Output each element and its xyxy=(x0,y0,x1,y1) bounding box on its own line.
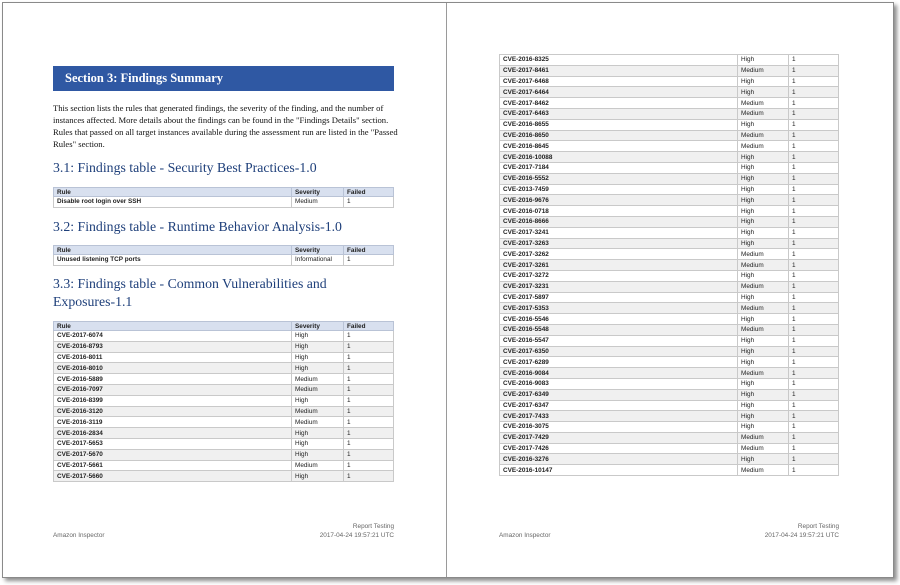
cell-severity: High xyxy=(292,438,344,449)
cell-failed: 1 xyxy=(789,324,839,335)
cell-failed: 1 xyxy=(789,152,839,163)
cell-rule: CVE-2017-6349 xyxy=(500,389,738,400)
footer-report-info xyxy=(253,522,394,540)
cell-rule: CVE-2016-8011 xyxy=(54,352,292,363)
table-row xyxy=(500,141,839,152)
cell-severity: High xyxy=(738,400,789,411)
findings-table-cve xyxy=(53,321,394,482)
cell-failed: 1 xyxy=(789,292,839,303)
cell-failed: 1 xyxy=(789,454,839,465)
table-header-row xyxy=(54,322,394,331)
findings-table-best-practices xyxy=(53,187,394,208)
table-row xyxy=(54,471,394,482)
cell-rule: CVE-2016-5552 xyxy=(500,173,738,184)
cell-severity: High xyxy=(292,395,344,406)
cell-rule: CVE-2016-2834 xyxy=(54,428,292,439)
cell-failed: 1 xyxy=(344,374,394,385)
col-failed: Failed xyxy=(344,246,394,255)
table-row xyxy=(500,281,839,292)
cell-rule: CVE-2016-8325 xyxy=(500,55,738,66)
cell-severity: High xyxy=(738,184,789,195)
cell-rule: CVE-2016-3276 xyxy=(500,454,738,465)
cell-severity: Medium xyxy=(738,65,789,76)
table-row xyxy=(500,443,839,454)
cell-failed: 1 xyxy=(789,76,839,87)
cell-failed: 1 xyxy=(789,130,839,141)
cell-rule: CVE-2016-8666 xyxy=(500,216,738,227)
cell-failed: 1 xyxy=(344,363,394,374)
cell-severity: High xyxy=(292,428,344,439)
table-row xyxy=(500,87,839,98)
cell-rule: CVE-2016-9676 xyxy=(500,195,738,206)
cell-severity: High xyxy=(738,195,789,206)
cell-severity: High xyxy=(738,162,789,173)
cell-rule: CVE-2017-7426 xyxy=(500,443,738,454)
col-rule: Rule xyxy=(54,322,292,331)
table-row xyxy=(500,55,839,66)
table-row xyxy=(54,255,394,266)
footer-brand: Amazon Inspector xyxy=(499,532,551,539)
cell-rule: CVE-2016-0718 xyxy=(500,206,738,217)
cell-failed: 1 xyxy=(344,471,394,482)
cell-failed: 1 xyxy=(789,346,839,357)
cell-rule: CVE-2017-3241 xyxy=(500,227,738,238)
cell-severity: High xyxy=(738,292,789,303)
cell-severity: High xyxy=(738,173,789,184)
table-row xyxy=(500,400,839,411)
table-row xyxy=(54,363,394,374)
cell-failed: 1 xyxy=(789,65,839,76)
table-row xyxy=(54,428,394,439)
cell-failed: 1 xyxy=(789,443,839,454)
cell-severity: High xyxy=(738,454,789,465)
cell-rule: CVE-2017-7184 xyxy=(500,162,738,173)
cell-failed: 1 xyxy=(789,238,839,249)
cell-failed: 1 xyxy=(789,87,839,98)
cell-rule: CVE-2017-6468 xyxy=(500,76,738,87)
table-row xyxy=(54,341,394,352)
table-row xyxy=(500,422,839,433)
table-row xyxy=(500,119,839,130)
cell-failed: 1 xyxy=(789,432,839,443)
cell-failed: 1 xyxy=(344,438,394,449)
cell-severity: High xyxy=(738,119,789,130)
cell-rule: CVE-2016-5548 xyxy=(500,324,738,335)
cell-failed: 1 xyxy=(344,428,394,439)
cell-rule: CVE-2017-6074 xyxy=(54,331,292,342)
cell-severity: High xyxy=(738,314,789,325)
cell-failed: 1 xyxy=(789,216,839,227)
heading-runtime-behavior: 3.2: Findings table - Runtime Behavior Analysis-1.0 xyxy=(53,219,342,234)
col-severity: Severity xyxy=(292,322,344,331)
cell-rule: CVE-2017-8462 xyxy=(500,98,738,109)
table-row xyxy=(500,454,839,465)
cell-failed: 1 xyxy=(789,378,839,389)
cell-severity: High xyxy=(738,227,789,238)
findings-table-runtime xyxy=(53,245,394,266)
footer-report-name: Report Testing xyxy=(797,523,839,530)
heading-security-best-practices: 3.1: Findings table - Security Best Practices-1.0 xyxy=(53,160,317,175)
left-page xyxy=(3,3,446,577)
table-row xyxy=(500,206,839,217)
cell-rule: CVE-2016-5546 xyxy=(500,314,738,325)
table-row xyxy=(500,270,839,281)
heading-cve: 3.3: Findings table - Common Vulnerabilities and Exposures-1.1 xyxy=(53,276,327,309)
table-row xyxy=(54,460,394,471)
cell-rule: CVE-2017-6347 xyxy=(500,400,738,411)
cell-rule: CVE-2016-8010 xyxy=(54,363,292,374)
cell-severity: High xyxy=(738,76,789,87)
cell-rule: CVE-2017-5670 xyxy=(54,449,292,460)
cell-failed: 1 xyxy=(789,389,839,400)
cell-rule: CVE-2017-6464 xyxy=(500,87,738,98)
table-row xyxy=(500,357,839,368)
cell-failed: 1 xyxy=(789,249,839,260)
cell-severity: Medium xyxy=(292,374,344,385)
cell-rule: Unused listening TCP ports xyxy=(54,255,292,266)
cell-failed: 1 xyxy=(789,184,839,195)
cell-severity: High xyxy=(738,216,789,227)
cell-severity: High xyxy=(738,206,789,217)
cell-failed: 1 xyxy=(789,400,839,411)
cell-rule: CVE-2017-5660 xyxy=(54,471,292,482)
cell-failed: 1 xyxy=(789,55,839,66)
cell-rule: CVE-2017-7429 xyxy=(500,432,738,443)
cell-rule: CVE-2017-3231 xyxy=(500,281,738,292)
cell-failed: 1 xyxy=(789,141,839,152)
table-row xyxy=(54,395,394,406)
cell-failed: 1 xyxy=(344,449,394,460)
cell-severity: Medium xyxy=(738,98,789,109)
cell-severity: Medium xyxy=(738,465,789,476)
cell-rule: CVE-2016-3119 xyxy=(54,417,292,428)
cell-failed: 1 xyxy=(344,406,394,417)
cell-severity: High xyxy=(292,331,344,342)
table-row xyxy=(500,335,839,346)
right-page xyxy=(447,3,895,577)
cell-severity: Medium xyxy=(738,368,789,379)
footer-timestamp: 2017-04-24 19:57:21 UTC xyxy=(319,532,394,539)
cell-failed: 1 xyxy=(789,465,839,476)
cell-severity: Medium xyxy=(738,108,789,119)
table-row xyxy=(500,98,839,109)
cell-failed: 1 xyxy=(344,331,394,342)
cell-severity: High xyxy=(292,363,344,374)
report-spread xyxy=(2,2,894,578)
table-row xyxy=(500,314,839,325)
col-severity: Severity xyxy=(292,246,344,255)
table-row xyxy=(500,465,839,476)
cell-rule: CVE-2017-5897 xyxy=(500,292,738,303)
cell-rule: CVE-2017-5653 xyxy=(54,438,292,449)
cell-rule: CVE-2016-3075 xyxy=(500,422,738,433)
table-row xyxy=(54,449,394,460)
footer-timestamp: 2017-04-24 19:57:21 UTC xyxy=(764,532,839,539)
table-row xyxy=(54,438,394,449)
cell-severity: High xyxy=(292,341,344,352)
cell-severity: High xyxy=(738,389,789,400)
table-row xyxy=(500,378,839,389)
cell-severity: Medium xyxy=(292,197,344,208)
footer-report-info xyxy=(698,522,839,540)
cell-failed: 1 xyxy=(789,314,839,325)
col-failed: Failed xyxy=(344,322,394,331)
cell-rule: CVE-2016-3120 xyxy=(54,406,292,417)
table-row xyxy=(54,197,394,208)
cell-severity: Medium xyxy=(738,130,789,141)
cell-severity: High xyxy=(738,422,789,433)
table-row xyxy=(500,184,839,195)
cell-failed: 1 xyxy=(789,368,839,379)
cell-severity: High xyxy=(292,352,344,363)
cell-rule: CVE-2016-8399 xyxy=(54,395,292,406)
cell-failed: 1 xyxy=(789,108,839,119)
cell-severity: Medium xyxy=(738,443,789,454)
table-body xyxy=(500,55,839,476)
cell-severity: High xyxy=(738,357,789,368)
table-row xyxy=(54,374,394,385)
cell-failed: 1 xyxy=(789,303,839,314)
table-row xyxy=(500,130,839,141)
cell-severity: High xyxy=(738,55,789,66)
cell-rule: CVE-2016-7097 xyxy=(54,384,292,395)
cell-failed: 1 xyxy=(789,357,839,368)
cell-severity: High xyxy=(292,449,344,460)
cell-severity: High xyxy=(738,411,789,422)
section-intro: This section lists the rules that generated findings, the severity of the finding, and the number of instances affected. More details about the findings can be found in the "Findings Details" section. Rules that passed on all target instances available during the assessment run are listed in the "Passed Rules" section. xyxy=(53,103,398,149)
cell-rule: CVE-2016-5889 xyxy=(54,374,292,385)
cell-severity: High xyxy=(738,270,789,281)
cell-severity: High xyxy=(738,378,789,389)
table-row xyxy=(500,108,839,119)
cell-failed: 1 xyxy=(789,98,839,109)
table-row xyxy=(500,303,839,314)
cell-failed: 1 xyxy=(789,411,839,422)
table-row xyxy=(500,238,839,249)
table-body xyxy=(54,197,394,208)
cell-rule: CVE-2017-3261 xyxy=(500,260,738,271)
cell-rule: CVE-2017-5661 xyxy=(54,460,292,471)
cell-rule: CVE-2016-10147 xyxy=(500,465,738,476)
col-rule: Rule xyxy=(54,188,292,197)
cell-severity: High xyxy=(292,471,344,482)
cell-severity: Medium xyxy=(738,281,789,292)
cell-failed: 1 xyxy=(344,384,394,395)
table-row xyxy=(54,352,394,363)
cell-failed: 1 xyxy=(789,422,839,433)
table-body xyxy=(54,255,394,266)
table-row xyxy=(500,162,839,173)
cell-severity: High xyxy=(738,152,789,163)
cell-rule: CVE-2016-8645 xyxy=(500,141,738,152)
table-header-row xyxy=(54,188,394,197)
table-row xyxy=(54,417,394,428)
table-row xyxy=(500,368,839,379)
cell-rule: CVE-2016-9083 xyxy=(500,378,738,389)
cell-severity: Medium xyxy=(738,303,789,314)
cell-severity: Informational xyxy=(292,255,344,266)
col-severity: Severity xyxy=(292,188,344,197)
table-row xyxy=(500,152,839,163)
cell-rule: CVE-2017-8461 xyxy=(500,65,738,76)
footer-brand: Amazon Inspector xyxy=(53,532,105,539)
cell-severity: Medium xyxy=(292,460,344,471)
cell-failed: 1 xyxy=(789,162,839,173)
cell-severity: High xyxy=(738,87,789,98)
cell-severity: High xyxy=(738,238,789,249)
cell-rule: CVE-2017-6350 xyxy=(500,346,738,357)
cell-rule: CVE-2017-5353 xyxy=(500,303,738,314)
table-row xyxy=(54,331,394,342)
cell-failed: 1 xyxy=(344,341,394,352)
table-row xyxy=(500,346,839,357)
table-row xyxy=(500,324,839,335)
cell-failed: 1 xyxy=(789,270,839,281)
cell-severity: Medium xyxy=(738,249,789,260)
cell-failed: 1 xyxy=(789,119,839,130)
cell-rule: CVE-2017-3263 xyxy=(500,238,738,249)
cell-severity: Medium xyxy=(292,417,344,428)
table-body xyxy=(54,331,394,482)
col-failed: Failed xyxy=(344,188,394,197)
table-row xyxy=(500,432,839,443)
cell-failed: 1 xyxy=(789,281,839,292)
cell-severity: Medium xyxy=(738,324,789,335)
cell-rule: CVE-2017-6289 xyxy=(500,357,738,368)
cell-failed: 1 xyxy=(344,460,394,471)
table-row xyxy=(500,216,839,227)
cell-rule: CVE-2017-6463 xyxy=(500,108,738,119)
cell-failed: 1 xyxy=(344,255,394,266)
cell-severity: High xyxy=(738,346,789,357)
cell-rule: CVE-2016-10088 xyxy=(500,152,738,163)
cell-rule: CVE-2016-9084 xyxy=(500,368,738,379)
table-row xyxy=(500,292,839,303)
table-row xyxy=(500,65,839,76)
cell-failed: 1 xyxy=(789,195,839,206)
section-title: Section 3: Findings Summary xyxy=(53,66,394,91)
footer-report-name: Report Testing xyxy=(352,523,394,530)
table-row xyxy=(54,406,394,417)
cell-rule: CVE-2016-8793 xyxy=(54,341,292,352)
cell-rule: Disable root login over SSH xyxy=(54,197,292,208)
cell-severity: High xyxy=(738,335,789,346)
table-row xyxy=(500,195,839,206)
cell-rule: CVE-2013-7459 xyxy=(500,184,738,195)
cell-rule: CVE-2017-7433 xyxy=(500,411,738,422)
cell-rule: CVE-2017-3272 xyxy=(500,270,738,281)
cell-rule: CVE-2017-3262 xyxy=(500,249,738,260)
cell-severity: Medium xyxy=(738,432,789,443)
cell-failed: 1 xyxy=(789,206,839,217)
table-row xyxy=(500,76,839,87)
cell-rule: CVE-2016-8655 xyxy=(500,119,738,130)
cell-severity: Medium xyxy=(292,384,344,395)
cell-severity: Medium xyxy=(738,141,789,152)
cell-failed: 1 xyxy=(344,352,394,363)
table-row xyxy=(500,389,839,400)
table-row xyxy=(500,411,839,422)
cell-severity: Medium xyxy=(292,406,344,417)
cell-failed: 1 xyxy=(789,335,839,346)
cell-rule: CVE-2016-5547 xyxy=(500,335,738,346)
cell-failed: 1 xyxy=(789,227,839,238)
cell-severity: Medium xyxy=(738,260,789,271)
table-row xyxy=(500,173,839,184)
cell-failed: 1 xyxy=(789,260,839,271)
cell-failed: 1 xyxy=(344,197,394,208)
table-header-row xyxy=(54,246,394,255)
cell-rule: CVE-2016-8650 xyxy=(500,130,738,141)
table-row xyxy=(500,227,839,238)
table-row xyxy=(54,384,394,395)
table-row xyxy=(500,260,839,271)
table-row xyxy=(500,249,839,260)
cell-failed: 1 xyxy=(344,417,394,428)
col-rule: Rule xyxy=(54,246,292,255)
cell-failed: 1 xyxy=(344,395,394,406)
cell-failed: 1 xyxy=(789,173,839,184)
findings-table-cve-continued xyxy=(499,54,839,476)
